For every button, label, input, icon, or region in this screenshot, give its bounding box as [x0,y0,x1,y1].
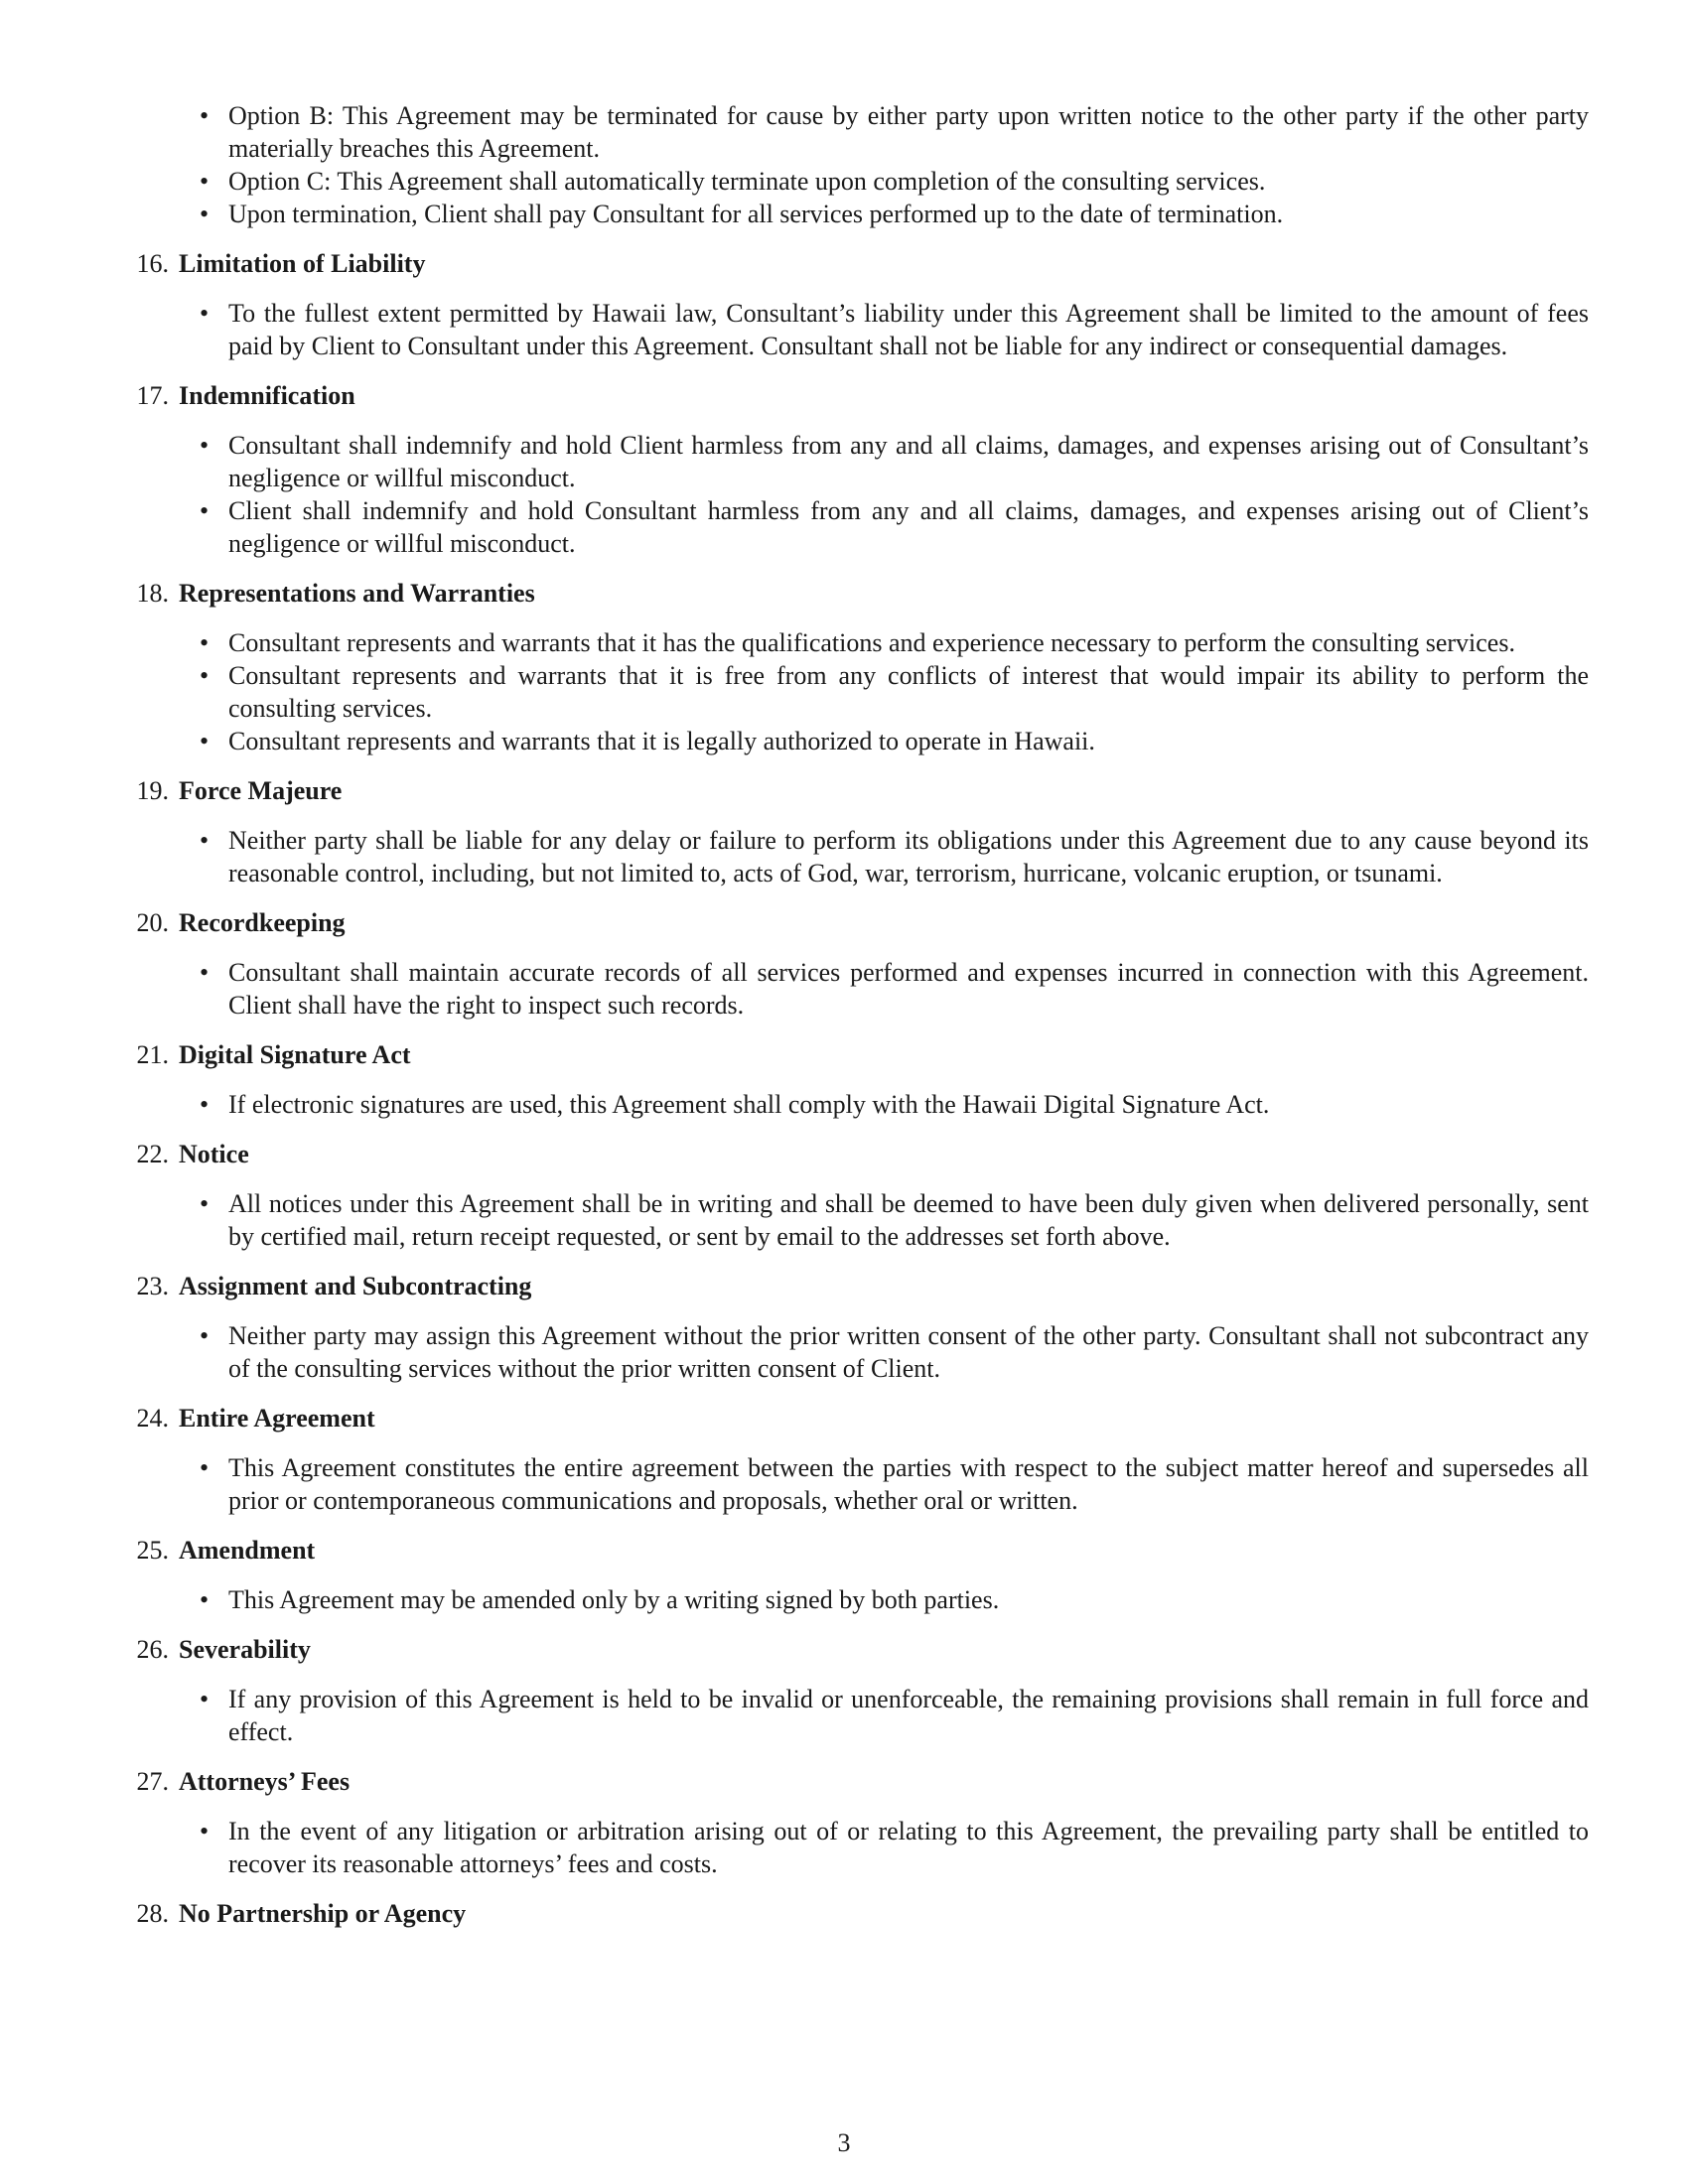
section-notice [109,1138,1589,1253]
section-title: Limitation of Liability [179,249,426,278]
section-number: 26. [136,1635,169,1664]
list-item: • Consultant represents and warrants that it is legally authorized to operate in Hawaii. [228,725,1589,757]
section-indemnification [109,379,1589,560]
section-title: Notice [179,1140,249,1168]
section-attorneys-fees [109,1765,1589,1880]
section-bullet-list [109,1683,1589,1748]
section-bullet-list [109,1319,1589,1385]
section-number: 19. [136,776,169,805]
list-item: • Option B: This Agreement may be terminated for cause by either party upon written notice to the other party if the other party materially breaches this Agreement. [228,99,1589,165]
list-item: • In the event of any litigation or arbitration arising out of or relating to this Agreement, the prevailing party shall be entitled to recover its reasonable attorneys’ fees and costs. [228,1815,1589,1880]
section-number: 20. [136,908,169,937]
section-number: 21. [136,1040,169,1069]
section-amendment [109,1534,1589,1616]
section-representations-and-warranties [109,577,1589,757]
list-item: • To the fullest extent permitted by Hawaii law, Consultant’s liability under this Agreement shall be limited to the amount of fees paid by Client to Consultant under this Agreement. Consultant shall not be liable for any indirect or consequential damages. [228,297,1589,362]
section-heading [109,1897,1589,1930]
list-item: • Neither party may assign this Agreement without the prior written consent of the other party. Consultant shall not subcontract any of the consulting services without the prior written consent of Client. [228,1319,1589,1385]
section-heading [109,1534,1589,1567]
section-heading [109,1402,1589,1434]
list-item: • Option C: This Agreement shall automatically terminate upon completion of the consulting services. [228,165,1589,198]
section-bullet-list [109,1187,1589,1253]
section-heading [109,1633,1589,1666]
section-heading [109,774,1589,807]
list-item: • Upon termination, Client shall pay Consultant for all services performed up to the date of termination. [228,198,1589,230]
section-severability [109,1633,1589,1748]
section-number: 23. [136,1272,169,1300]
section-number: 24. [136,1404,169,1433]
section-title: Severability [179,1635,311,1664]
section-title: No Partnership or Agency [179,1899,467,1928]
document-body [109,99,1589,1930]
section-number: 25. [136,1536,169,1565]
section-limitation-of-liability [109,247,1589,362]
section-heading [109,1038,1589,1071]
section-entire-agreement [109,1402,1589,1517]
section-bullet-list [109,956,1589,1022]
section-bullet-list [109,1815,1589,1880]
section-title: Representations and Warranties [179,579,535,608]
section-heading [109,247,1589,280]
section-digital-signature-act [109,1038,1589,1121]
section-title: Entire Agreement [179,1404,375,1433]
section-heading [109,577,1589,610]
section-title: Assignment and Subcontracting [179,1272,532,1300]
section-title: Amendment [179,1536,316,1565]
section-heading [109,1765,1589,1798]
section-heading [109,1270,1589,1302]
section-title: Indemnification [179,381,355,410]
section-heading [109,379,1589,412]
section-recordkeeping [109,906,1589,1022]
section-title: Attorneys’ Fees [179,1767,351,1796]
section-bullet-list [109,429,1589,560]
section-heading [109,1138,1589,1170]
section-number: 17. [136,381,169,410]
list-item: • Consultant shall indemnify and hold Client harmless from any and all claims, damages, and expenses arising out of Consultant’s negligence or willful misconduct. [228,429,1589,494]
section-title: Digital Signature Act [179,1040,411,1069]
section-bullet-list [109,1583,1589,1616]
section-no-partnership-or-agency [109,1897,1589,1930]
section-number: 18. [136,579,169,608]
intro-bullet-list [109,99,1589,230]
section-heading [109,906,1589,939]
section-number: 22. [136,1140,169,1168]
section-assignment-and-subcontracting [109,1270,1589,1385]
list-item: • Neither party shall be liable for any delay or failure to perform its obligations under this Agreement due to any cause beyond its reasonable control, including, but not limited to, acts of God, war, terrorism, hurricane, volcanic eruption, or tsunami. [228,824,1589,889]
section-number: 27. [136,1767,169,1796]
list-item: • Consultant represents and warrants that it is free from any conflicts of interest that would impair its ability to perform the consulting services. [228,659,1589,725]
section-force-majeure [109,774,1589,889]
section-number: 16. [136,249,169,278]
page-number: 3 [837,2128,851,2157]
section-title: Recordkeeping [179,908,346,937]
list-item: • If any provision of this Agreement is held to be invalid or unenforceable, the remaining provisions shall remain in full force and effect. [228,1683,1589,1748]
list-item: • Client shall indemnify and hold Consultant harmless from any and all claims, damages, and expenses arising out of Client’s negligence or willful misconduct. [228,494,1589,560]
section-title: Force Majeure [179,776,343,805]
section-bullet-list [109,824,1589,889]
list-item: • This Agreement constitutes the entire agreement between the parties with respect to the subject matter hereof and supersedes all prior or contemporaneous communications and proposals, whether oral or written. [228,1451,1589,1517]
list-item: • This Agreement may be amended only by a writing signed by both parties. [228,1583,1589,1616]
section-bullet-list [109,297,1589,362]
section-bullet-list [109,1088,1589,1121]
section-bullet-list [109,1451,1589,1517]
list-item: • Consultant represents and warrants that it has the qualifications and experience necessary to perform the consulting services. [228,626,1589,659]
section-number: 28. [136,1899,169,1928]
section-bullet-list [109,626,1589,757]
list-item: • All notices under this Agreement shall be in writing and shall be deemed to have been duly given when delivered personally, sent by certified mail, return receipt requested, or sent by email to the addresses set forth above. [228,1187,1589,1253]
list-item: • If electronic signatures are used, this Agreement shall comply with the Hawaii Digital Signature Act. [228,1088,1589,1121]
list-item: • Consultant shall maintain accurate records of all services performed and expenses incurred in connection with this Agreement. Client shall have the right to inspect such records. [228,956,1589,1022]
